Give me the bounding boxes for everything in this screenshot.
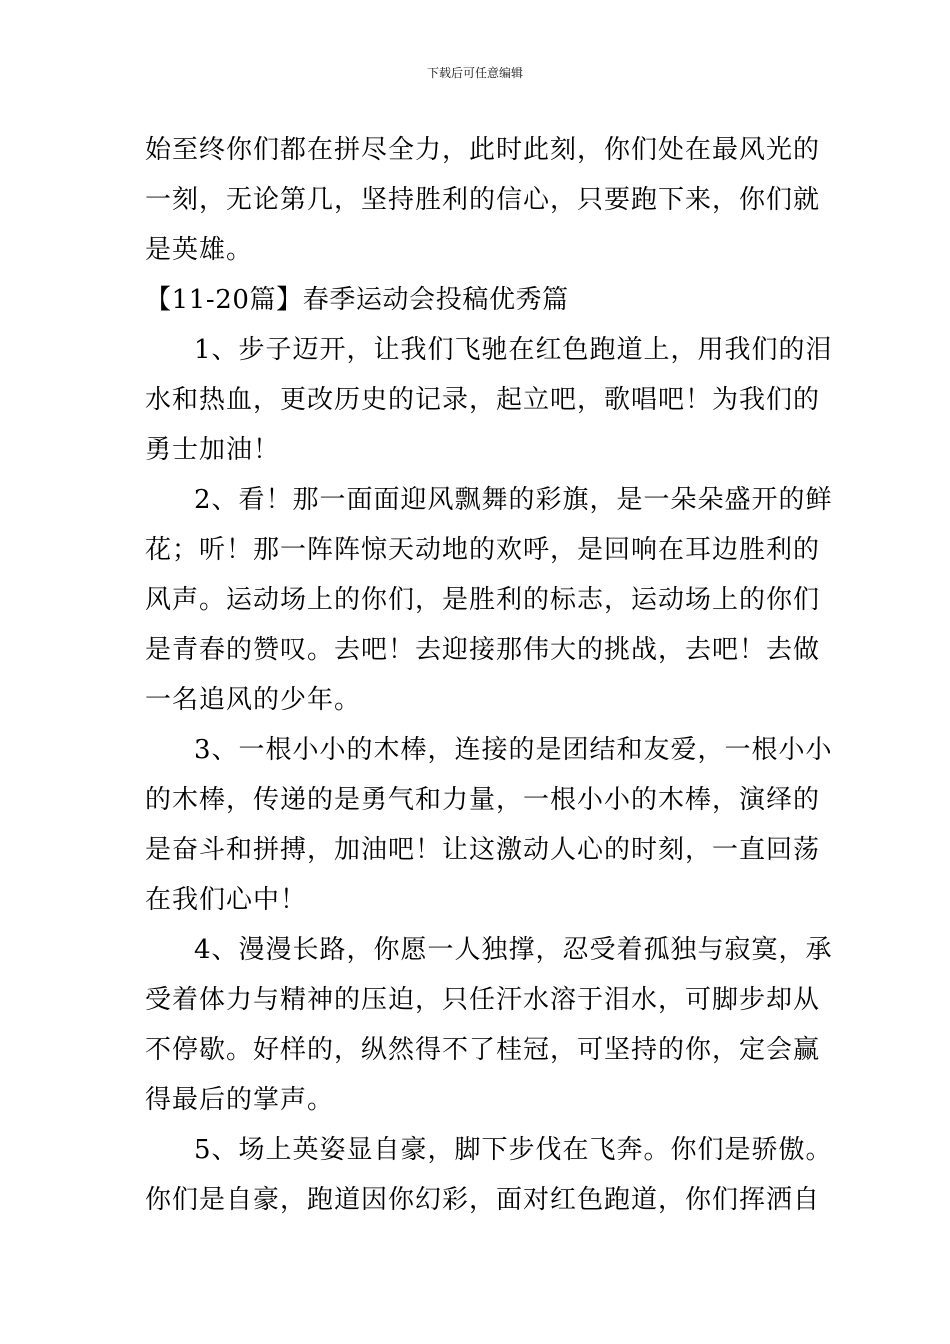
- paragraph-start-4: 4、漫漫长路，你愿一人独撑，忍受着孤独与寂寞，承: [194, 935, 833, 965]
- text-line: 水和热血，更改历史的记录，起立吧，歌唱吧！为我们的: [145, 385, 821, 415]
- text-line: 一刻，无论第几，坚持胜利的信心，只要跑下来，你们就: [145, 185, 821, 215]
- text-line: 得最后的掌声。: [145, 1085, 335, 1115]
- paragraph-start-5: 5、场上英姿显自豪，脚下步伐在飞奔。你们是骄傲。: [194, 1135, 833, 1165]
- text-line: 花；听！那一阵阵惊天动地的欢呼，是回响在耳边胜利的: [145, 535, 821, 565]
- text-line: 风声。运动场上的你们，是胜利的标志，运动场上的你们: [145, 585, 821, 615]
- text-line: 是英雄。: [145, 235, 254, 265]
- text-line: 是奋斗和拼搏，加油吧！让这激动人心的时刻，一直回荡: [145, 835, 821, 865]
- document-body: [145, 125, 833, 1225]
- text-line: 不停歇。好样的，纵然得不了桂冠，可坚持的你，定会赢: [145, 1035, 821, 1065]
- text-line: 始至终你们都在拼尽全力，此时此刻，你们处在最风光的: [145, 135, 821, 165]
- paragraph-start-2: 2、看！那一面面迎风飘舞的彩旗，是一朵朵盛开的鲜: [194, 485, 833, 515]
- text-line: 一名追风的少年。: [145, 685, 362, 715]
- text-line: 的木棒，传递的是勇气和力量，一根小小的木棒，演绎的: [145, 785, 821, 815]
- text-line: 是青春的赞叹。去吧！去迎接那伟大的挑战，去吧！去做: [145, 635, 821, 665]
- text-line: 在我们心中！: [145, 885, 308, 915]
- page-header: 下载后可任意编辑: [426, 66, 523, 80]
- paragraph-start-1: 1、步子迈开，让我们飞驰在红色跑道上，用我们的泪: [194, 335, 833, 365]
- text-line: 受着体力与精神的压迫，只任汗水溶于泪水，可脚步却从: [145, 985, 821, 1015]
- text-line: 你们是自豪，跑道因你幻彩，面对红色跑道，你们挥洒自: [145, 1185, 821, 1215]
- section-heading: 【11-20篇】春季运动会投稿优秀篇: [145, 285, 569, 315]
- paragraph-start-3: 3、一根小小的木棒，连接的是团结和友爱，一根小小: [194, 735, 833, 765]
- text-line: 勇士加油！: [145, 435, 281, 465]
